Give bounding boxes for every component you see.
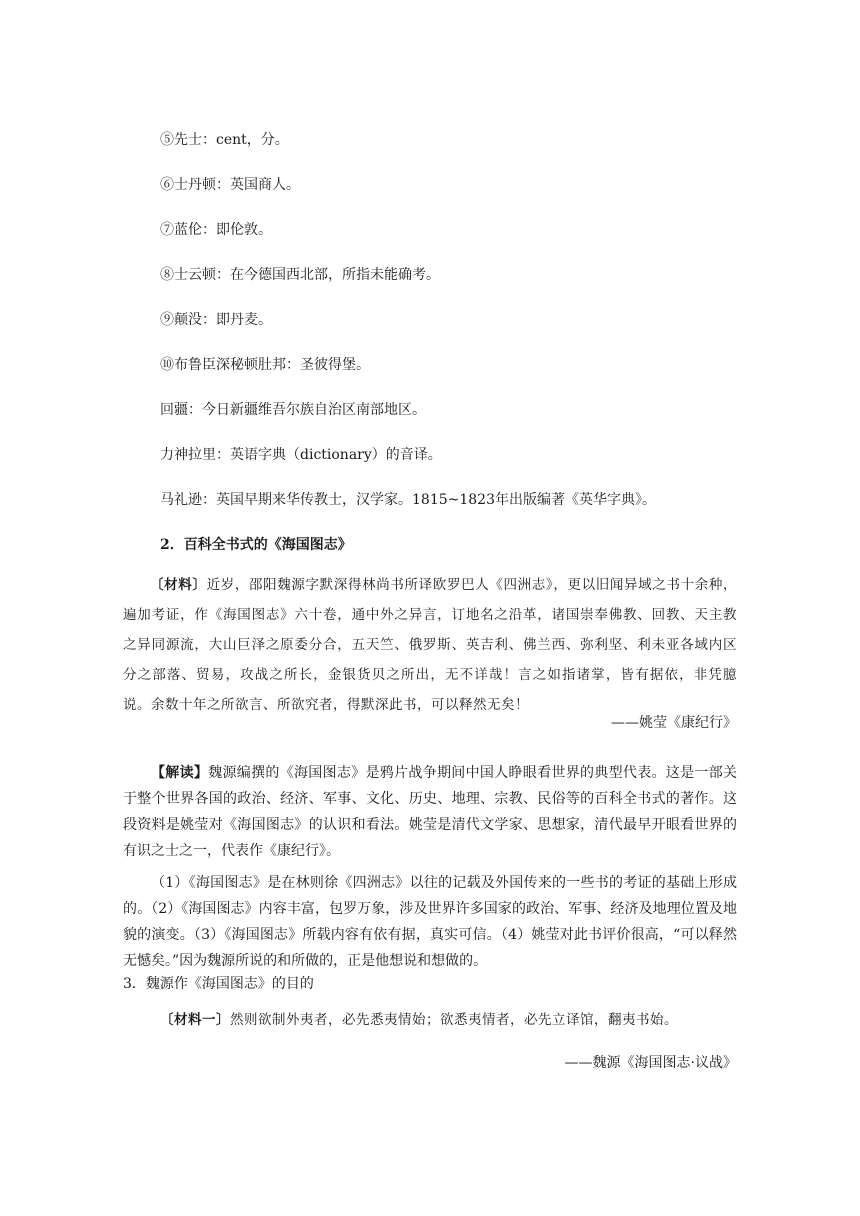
note-7: ⑦蓝伦：即伦敦。 — [160, 222, 272, 238]
note-9: ⑨颠没：即丹麦。 — [160, 312, 272, 328]
material-text: 近岁，邵阳魏源字默深得林尚书所译欧罗巴人《四洲志》，更以旧闻异域之书十余种，遍加考证，作《海国图志》六十卷，通中外之异言，订地名之沿革，诸国崇奉佛教、回教、天主教之异同源流，大山巨泽之原委分合，五天竺、俄罗斯、英吉利、佛兰西、弥利坚、利未亚各域内区分之部落、贸易，攻战之所长，金银货贝之所出，无不详哉！言之如指诸掌，皆有据依，非凭臆说。余数十年之所欲言、所欲究者，得默深此书，可以释然无矣！ — [123, 577, 738, 713]
reading-text: 魏源编撰的《海国图志》是鸦片战争期间中国人睁眼看世界的典型代表。这是一部关于整个世界各国的政治、经济、军事、文化、历史、地理、宗教、民俗等的百科全书式的著作。这段资料是姚莹对《海国图志》的认识和看法。姚莹是清代文学家、思想家，清代最早开眼看世界的有识之士之一，代表作《康纪行》。 — [123, 765, 738, 859]
material1-tag: 〔材料一〕 — [160, 1012, 230, 1028]
note-8: ⑧士云顿：在今德国西北部，所指未能确考。 — [160, 267, 440, 283]
material1-line — [160, 1011, 678, 1029]
section-3-heading: 3．魏源作《海国图志》的目的 — [123, 976, 314, 992]
material-source: ——姚莹《康纪行》 — [611, 715, 737, 731]
material-tag: 〔材料〕 — [150, 577, 207, 593]
note-5: ⑤先士：cent，分。 — [160, 132, 289, 148]
reading-tag: 【解读】 — [151, 765, 209, 781]
section-2-heading: 2．百科全书式的《海国图志》 — [160, 537, 352, 553]
note-6: ⑥士丹顿：英国商人。 — [160, 177, 300, 193]
material-paragraph — [123, 570, 737, 720]
material1-source: ——魏源《海国图志·议战》 — [564, 1055, 737, 1071]
note-morrison: 马礼逊：英国早期来华传教士，汉学家。1815~1823年出版编著《英华字典》。 — [160, 492, 656, 508]
note-huijiang: 回疆：今日新疆维吾尔族自治区南部地区。 — [160, 402, 426, 418]
note-dictionary: 力神拉里：英语字典（dictionary）的音译。 — [160, 447, 442, 463]
analysis-paragraph: （1）《海国图志》是在林则徐《四洲志》以往的记载及外国传来的一些书的考证的基础上形成的。（2）《海国图志》内容丰富，包罗万象，涉及世界许多国家的政治、军事、经济及地理位置及地貌的演变。（3）《海国图志》所载内容有依有据，真实可信。（4）姚莹对此书评价很高，“可以释然无憾矣。”因为魏源所说的和所做的，正是他想说和想做的。 — [123, 875, 737, 969]
note-10: ⑩布鲁臣深秘顿肚邦：圣彼得堡。 — [160, 357, 370, 373]
material1-text: 然则欲制外夷者，必先悉夷情始；欲悉夷情者，必先立译馆，翻夷书始。 — [230, 1012, 678, 1028]
reading-paragraph — [123, 760, 737, 864]
